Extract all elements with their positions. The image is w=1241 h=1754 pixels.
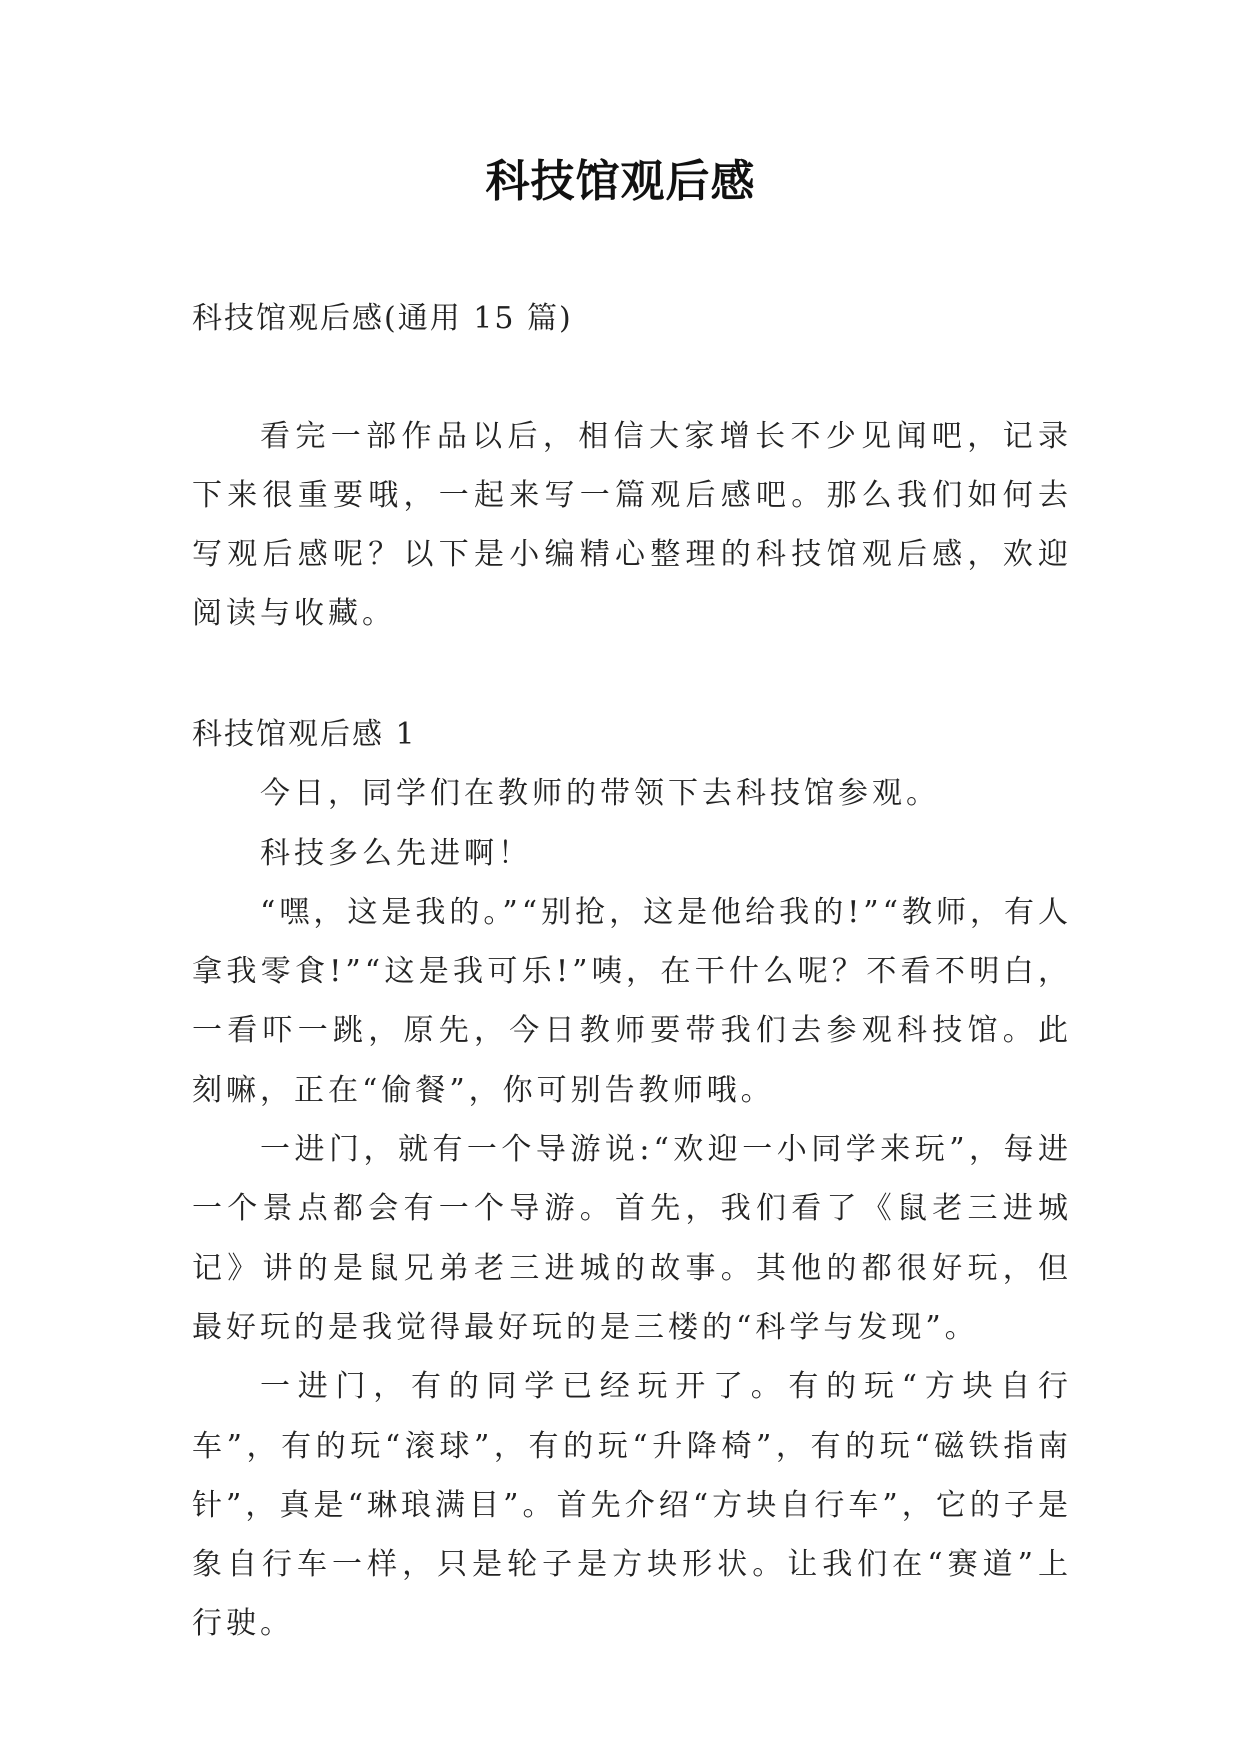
paragraph-3: “嘿，这是我的。”“别抢，这是他给我的!”“教师，有人拿我零食!”“这是我可乐!”咦，在干什么呢？不看不明白，一看吓一跳，原先，今日教师要带我们去参观科技馆。此刻嘛，正在“偷餐”，你可别告教师哦。 (192, 894, 1072, 1108)
essay-section-1 (192, 705, 1072, 1654)
section-heading: 科技馆观后感 1 (192, 717, 417, 752)
paragraph-2: 科技多么先进啊！ (260, 835, 532, 871)
intro-paragraph: 看完一部作品以后，相信大家增长不少见闻吧，记录下来很重要哦，一起来写一篇观后感吧。那么我们如何去写观后感呢？以下是小编精心整理的科技馆观后感，欢迎阅读与收藏。 (192, 419, 1072, 631)
paragraph-5: 一进门，有的同学已经玩开了。有的玩“方块自行车”，有的玩“滚球”，有的玩“升降椅”，有的玩“磁铁指南针”，真是“琳琅满目”。首先介绍“方块自行车”，它的子是象自行车一样，只是轮子是方块形状。让我们在“赛道”上行驶。 (192, 1369, 1072, 1642)
paragraph-1: 今日，同学们在教师的带领下去科技馆参观。 (260, 776, 940, 812)
document-title: 科技馆观后感 (485, 156, 756, 207)
document-subtitle: 科技馆观后感(通用 15 篇) (192, 301, 573, 336)
paragraph-4: 一进门，就有一个导游说:“欢迎一小同学来玩”，每进一个景点都会有一个导游。首先，我们看了《鼠老三进城记》讲的是鼠兄弟老三进城的故事。其他的都很好玩，但最好玩的是我觉得最好玩的是三楼的“科学与发现”。 (192, 1132, 1072, 1345)
